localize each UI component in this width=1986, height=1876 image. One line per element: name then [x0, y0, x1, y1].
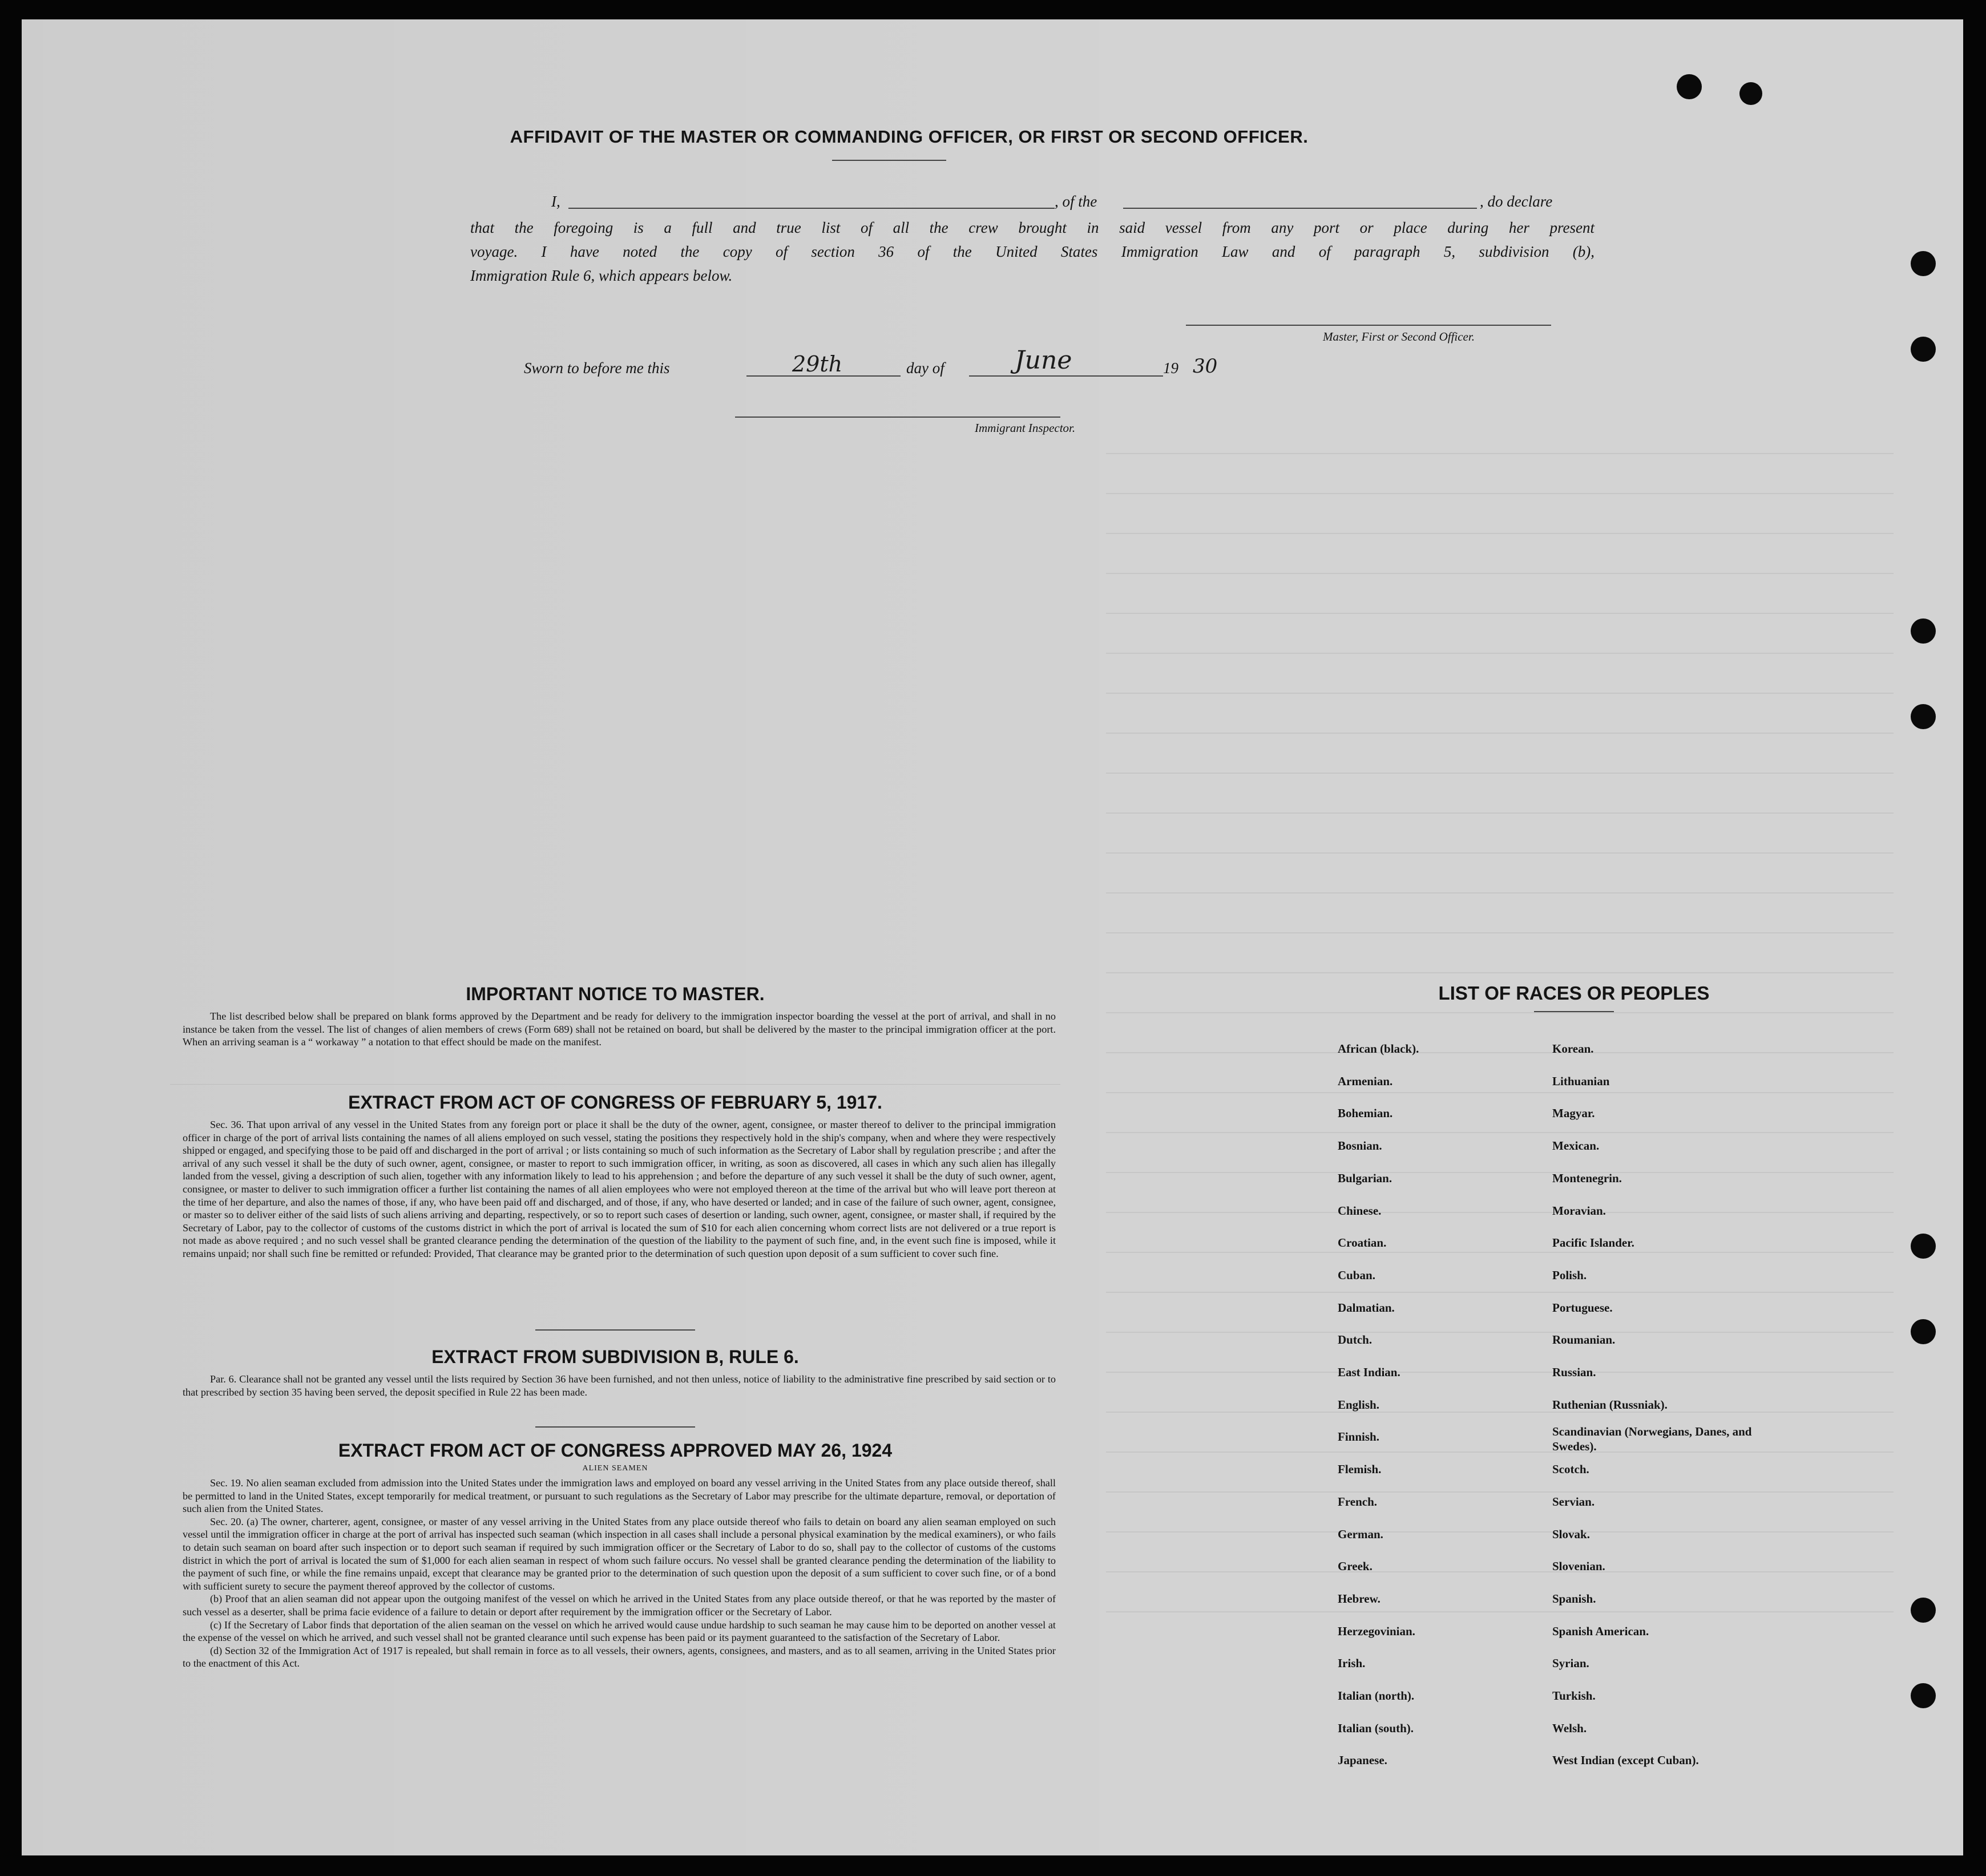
- binder-hole: [1739, 82, 1762, 105]
- affidavit-body-line-1: that the foregoing is a full and true list of all the crew brought in said vessel from any port or place during her present: [470, 219, 1595, 236]
- bleed-through-line: [1106, 1252, 1894, 1253]
- sworn-month-field: [969, 375, 1163, 377]
- extract-1924-sec20d: (d) Section 32 of the Immigration Act of 1917 is repealed, but shall remain in force as to all vessels, their owners, agents, consignees, and masters, and as to all seamen, arriving in the United States prior to the enactment of this Act.: [183, 1644, 1056, 1669]
- race-item: Finnish.: [1338, 1430, 1379, 1444]
- bleed-through-line: [1106, 1132, 1894, 1133]
- extract-rule6-rule: [535, 1426, 695, 1428]
- binder-hole: [1677, 74, 1702, 99]
- extract-1917-text: Sec. 36. That upon arrival of any vessel in the United States from any foreign port or place it shall be the duty of the owner, agent, consignee, or master thereof to deliver to the principal immigration officer in charge of the port of arrival lists containing the names of all aliens employed on such vessel, stating the positions they respectively hold in the ship's company, when and where they were respectively shipped or engaged, and specifying those to be paid off and discharged in the port of arrival ; or lists containing so much of such information as the Secretary of Labor shall by regulation prescribe ; and after the arrival of any such vessel it shall be the duty of such owner, agent, consignee, or master to report to such immigration officer, in writing, as soon as discovered, all cases in which any such alien has illegally landed from the vessel, giving a description of such alien, together with any information likely to lead to his apprehension ; and before the departure of any such vessel it shall be the duty of such owner, agent, consignee, or master to deliver to such immigration officer a further list containing the names of all alien employees who were not employed thereon at the time of the arrival but who will leave port thereon at the time of her departure, and also the names of those, if any, who have been paid off and discharged, and of those, if any, who have deserted or landed; and in case of the failure of such owner, agent, consignee, or master so to deliver either of the said lists of such aliens arriving and departing, respectively, or so to report such cases of desertion or landing, such owner, agent, consignee, or master shall, if required by the Secretary of Labor, pay to the collector of customs of the customs district in which the port of arrival is located the sum of $10 for each alien concerning whom correct lists are not delivered or a true report is not made as above required ; and no such vessel shall be granted clearance pending the determination of the question of the liability to the payment of such fine, and, in the event such fine is imposed, while it remains unpaid; nor shall such fine be remitted or refunded: Provided, That clearance may be granted prior to the determination of such question upon deposit of a sum sufficient to cover such fine.: [183, 1119, 1056, 1259]
- race-item: Italian (north).: [1338, 1689, 1415, 1703]
- race-item: Mexican.: [1552, 1139, 1600, 1153]
- race-item: Slovenian.: [1552, 1559, 1605, 1574]
- bleed-through-line: [1106, 453, 1894, 454]
- extract-1924-text: [183, 1477, 1056, 1670]
- inspector-caption: Immigrant Inspector.: [975, 421, 1076, 435]
- master-signature-line: [1186, 325, 1551, 326]
- bleed-through-line: [1106, 533, 1894, 534]
- races-title-rule: [1534, 1011, 1614, 1012]
- race-item: Spanish American.: [1552, 1624, 1649, 1638]
- affidavit-name-field: [568, 208, 1055, 209]
- year-prefix: 19: [1163, 359, 1178, 377]
- race-item: Dutch.: [1338, 1333, 1373, 1347]
- race-item: Italian (south).: [1338, 1721, 1414, 1735]
- affidavit-of-the-label: , of the: [1055, 193, 1097, 210]
- race-item: Bosnian.: [1338, 1139, 1382, 1153]
- race-item: Lithuanian: [1552, 1074, 1610, 1088]
- bleed-through-line: [1106, 892, 1894, 893]
- race-item: Russian.: [1552, 1365, 1596, 1379]
- race-item: Portuguese.: [1552, 1300, 1613, 1315]
- affidavit-title: AFFIDAVIT OF THE MASTER OR COMMANDING OFFICER, OR FIRST OR SECOND OFFICER.: [510, 127, 1309, 147]
- master-caption: Master, First or Second Officer.: [1323, 330, 1475, 343]
- race-item: Korean.: [1552, 1042, 1594, 1056]
- bleed-through-line: [1106, 693, 1894, 694]
- extract-1924-subtitle: ALIEN SEAMEN: [582, 1464, 648, 1473]
- race-item: Cuban.: [1338, 1268, 1375, 1282]
- binder-hole: [1911, 618, 1936, 644]
- race-item: Greek.: [1338, 1559, 1373, 1574]
- race-item: Welsh.: [1552, 1721, 1587, 1735]
- race-item: Irish.: [1338, 1656, 1366, 1671]
- bleed-through-line: [1106, 812, 1894, 814]
- race-item: English.: [1338, 1397, 1379, 1412]
- race-item: Slovak.: [1552, 1527, 1590, 1541]
- race-item: Turkish.: [1552, 1689, 1596, 1703]
- race-item: Armenian.: [1338, 1074, 1393, 1088]
- race-item: Roumanian.: [1552, 1333, 1616, 1347]
- race-item: Syrian.: [1552, 1656, 1589, 1671]
- bleed-through-line: [1106, 1012, 1894, 1013]
- race-item: Moravian.: [1552, 1203, 1606, 1218]
- extract-1924-sec19: Sec. 19. No alien seaman excluded from admission into the United States under the immigration laws and employed on board any vessel arriving in the United States from any place outside thereof, shall be permitted to land in the United States, except temporarily for medical treatment, or pursuant to such regulations as the Secretary of Labor may prescribe for the ultimate departure, removal, or deportation of such alien from the United States.: [183, 1477, 1056, 1515]
- binder-hole: [1911, 1683, 1936, 1708]
- race-item: Montenegrin.: [1552, 1171, 1622, 1185]
- bleed-through-line: [1106, 653, 1894, 654]
- race-item: Bulgarian.: [1338, 1171, 1392, 1185]
- affidavit-body-line-2: voyage. I have noted the copy of section 36 of the United States Immigration Law and of paragraph 5, subdivision (b),: [470, 243, 1595, 260]
- sworn-month-value: June: [1015, 346, 1072, 375]
- race-item: Polish.: [1552, 1268, 1587, 1282]
- race-item: Bohemian.: [1338, 1106, 1393, 1121]
- extract-1924-sec20b: (b) Proof that an alien seaman did not appear upon the outgoing manifest of the vessel on which he arrived in the United States from any place outside thereof, or that he was reported by the master of such vessel as a deserter, shall be prima facie evidence of a failure to detain or deport after requirement by the immigration officer or the Secretary of Labor.: [183, 1593, 1056, 1618]
- year-suffix: 30: [1193, 355, 1218, 378]
- race-item: African (black).: [1338, 1042, 1419, 1056]
- binder-hole: [1911, 1234, 1936, 1259]
- day-of-label: day of: [906, 359, 944, 377]
- extract-1924-title: EXTRACT FROM ACT OF CONGRESS APPROVED MAY 26, 1924: [338, 1440, 893, 1461]
- race-item: German.: [1338, 1527, 1383, 1541]
- extract-1924-sec20a: Sec. 20. (a) The owner, charterer, agent, consignee, or master of any vessel arriving in the United States from any place outside thereof who fails to detain on board any alien seaman employed on such vessel until the immigration officer in charge at the port of arrival has inspected such seaman (which inspection in all cases shall include a personal physical examination by the medical examiners), or who fails to detain such seaman on board after such inspection or to deport such seaman if required by such immigration officer or the Secretary of Labor to do so, shall pay to the collector of customs of the customs district in which the port of arrival is located the sum of $1,000 for each alien seaman in respect of whom such failure occurs. No vessel shall be granted clearance pending the determination of the liability to the payment of such fine, or while the fine remains unpaid, except that clearance may be granted prior to the determination of such question upon the deposit of a sum sufficient to cover such fine, or of a bond with sufficient surety to secure the payment thereof approved by the collector of customs.: [183, 1515, 1056, 1592]
- race-item: Croatian.: [1338, 1236, 1387, 1250]
- affidavit-body-line-3: Immigration Rule 6, which appears below.: [470, 267, 733, 284]
- inspector-signature-line: [735, 417, 1060, 418]
- bleed-through-line: [1106, 733, 1894, 734]
- bleed-through-line: [1106, 932, 1894, 933]
- notice-rule: [170, 1084, 1060, 1085]
- bleed-through-line: [1106, 493, 1894, 494]
- extract-rule6-title: EXTRACT FROM SUBDIVISION B, RULE 6.: [431, 1347, 799, 1367]
- race-item: Scandinavian (Norwegians, Danes, and Swedes).: [1552, 1425, 1752, 1454]
- race-item: Scotch.: [1552, 1462, 1589, 1477]
- bleed-through-line: [1106, 573, 1894, 574]
- sworn-day-value: 29th: [792, 351, 843, 377]
- affidavit-i-label: I,: [551, 193, 560, 210]
- bleed-through-line: [1106, 852, 1894, 854]
- notice-text: The list described below shall be prepared on blank forms approved by the Department and be ready for delivery to the immigration inspector boarding the vessel at the port of arrival, and shall in no instance be taken from the vessel. The list of changes of alien members of crews (Form 689) shall not be retained on board, but shall be delivered by the master to the principal immigration officer at the port. When an arriving seaman is a “ workaway ” a notation to that effect should be made on the manifest.: [183, 1010, 1056, 1048]
- affidavit-declare-label: , do declare: [1480, 193, 1553, 210]
- race-item: Hebrew.: [1338, 1591, 1380, 1606]
- manifest-sheet: [22, 19, 1963, 1855]
- bleed-through-line: [1106, 613, 1894, 614]
- race-item: Japanese.: [1338, 1753, 1387, 1768]
- affidavit-vessel-field: [1123, 208, 1477, 209]
- extract-1924-sec20c: (c) If the Secretary of Labor finds that deportation of the alien seaman on the vessel on which he arrived would cause undue hardship to such seaman he may cause him to be deported on another vessel at the expense of the vessel on which he arrived, and such vessel shall not be granted clearance until such expense has been paid or its payment guaranteed to the satisfaction of the Secretary of Labor.: [183, 1619, 1056, 1644]
- race-item: Magyar.: [1552, 1106, 1595, 1121]
- race-item: Dalmatian.: [1338, 1300, 1395, 1315]
- bleed-through-line: [1106, 773, 1894, 774]
- extract-rule6-text: Par. 6. Clearance shall not be granted any vessel until the lists required by Section 36 have been furnished, and not then unless, notice of liability to the administrative fine prescribed by said section or to that prescribed by section 35 having been served, the deposit specified in Rule 22 has been made.: [183, 1373, 1056, 1398]
- affidavit-title-rule: [832, 160, 946, 161]
- binder-hole: [1911, 1319, 1936, 1344]
- extract-1917-title: EXTRACT FROM ACT OF CONGRESS OF FEBRUARY 5, 1917.: [348, 1092, 882, 1113]
- binder-hole: [1911, 251, 1936, 276]
- race-item: Flemish.: [1338, 1462, 1382, 1477]
- bleed-through-line: [1106, 1292, 1894, 1293]
- races-title: LIST OF RACES OR PEOPLES: [1438, 983, 1710, 1004]
- race-item: Spanish.: [1552, 1591, 1596, 1606]
- race-item: West Indian (except Cuban).: [1552, 1753, 1699, 1768]
- race-item: Ruthenian (Russniak).: [1552, 1397, 1668, 1412]
- race-item: French.: [1338, 1494, 1378, 1509]
- sworn-label: Sworn to before me this: [524, 359, 670, 377]
- race-item: East Indian.: [1338, 1365, 1400, 1379]
- binder-hole: [1911, 337, 1936, 362]
- binder-hole: [1911, 704, 1936, 729]
- race-item: Pacific Islander.: [1552, 1236, 1634, 1250]
- race-item: Chinese.: [1338, 1203, 1382, 1218]
- race-item: Herzegovinian.: [1338, 1624, 1415, 1638]
- bleed-through-line: [1106, 1491, 1894, 1493]
- extract-1917-rule: [535, 1329, 695, 1331]
- race-item: Servian.: [1552, 1494, 1595, 1509]
- binder-hole: [1911, 1598, 1936, 1623]
- bleed-through-line: [1106, 1611, 1894, 1612]
- notice-title: IMPORTANT NOTICE TO MASTER.: [466, 984, 765, 1004]
- bleed-through-line: [1106, 972, 1894, 973]
- bleed-through-line: [1106, 1092, 1894, 1093]
